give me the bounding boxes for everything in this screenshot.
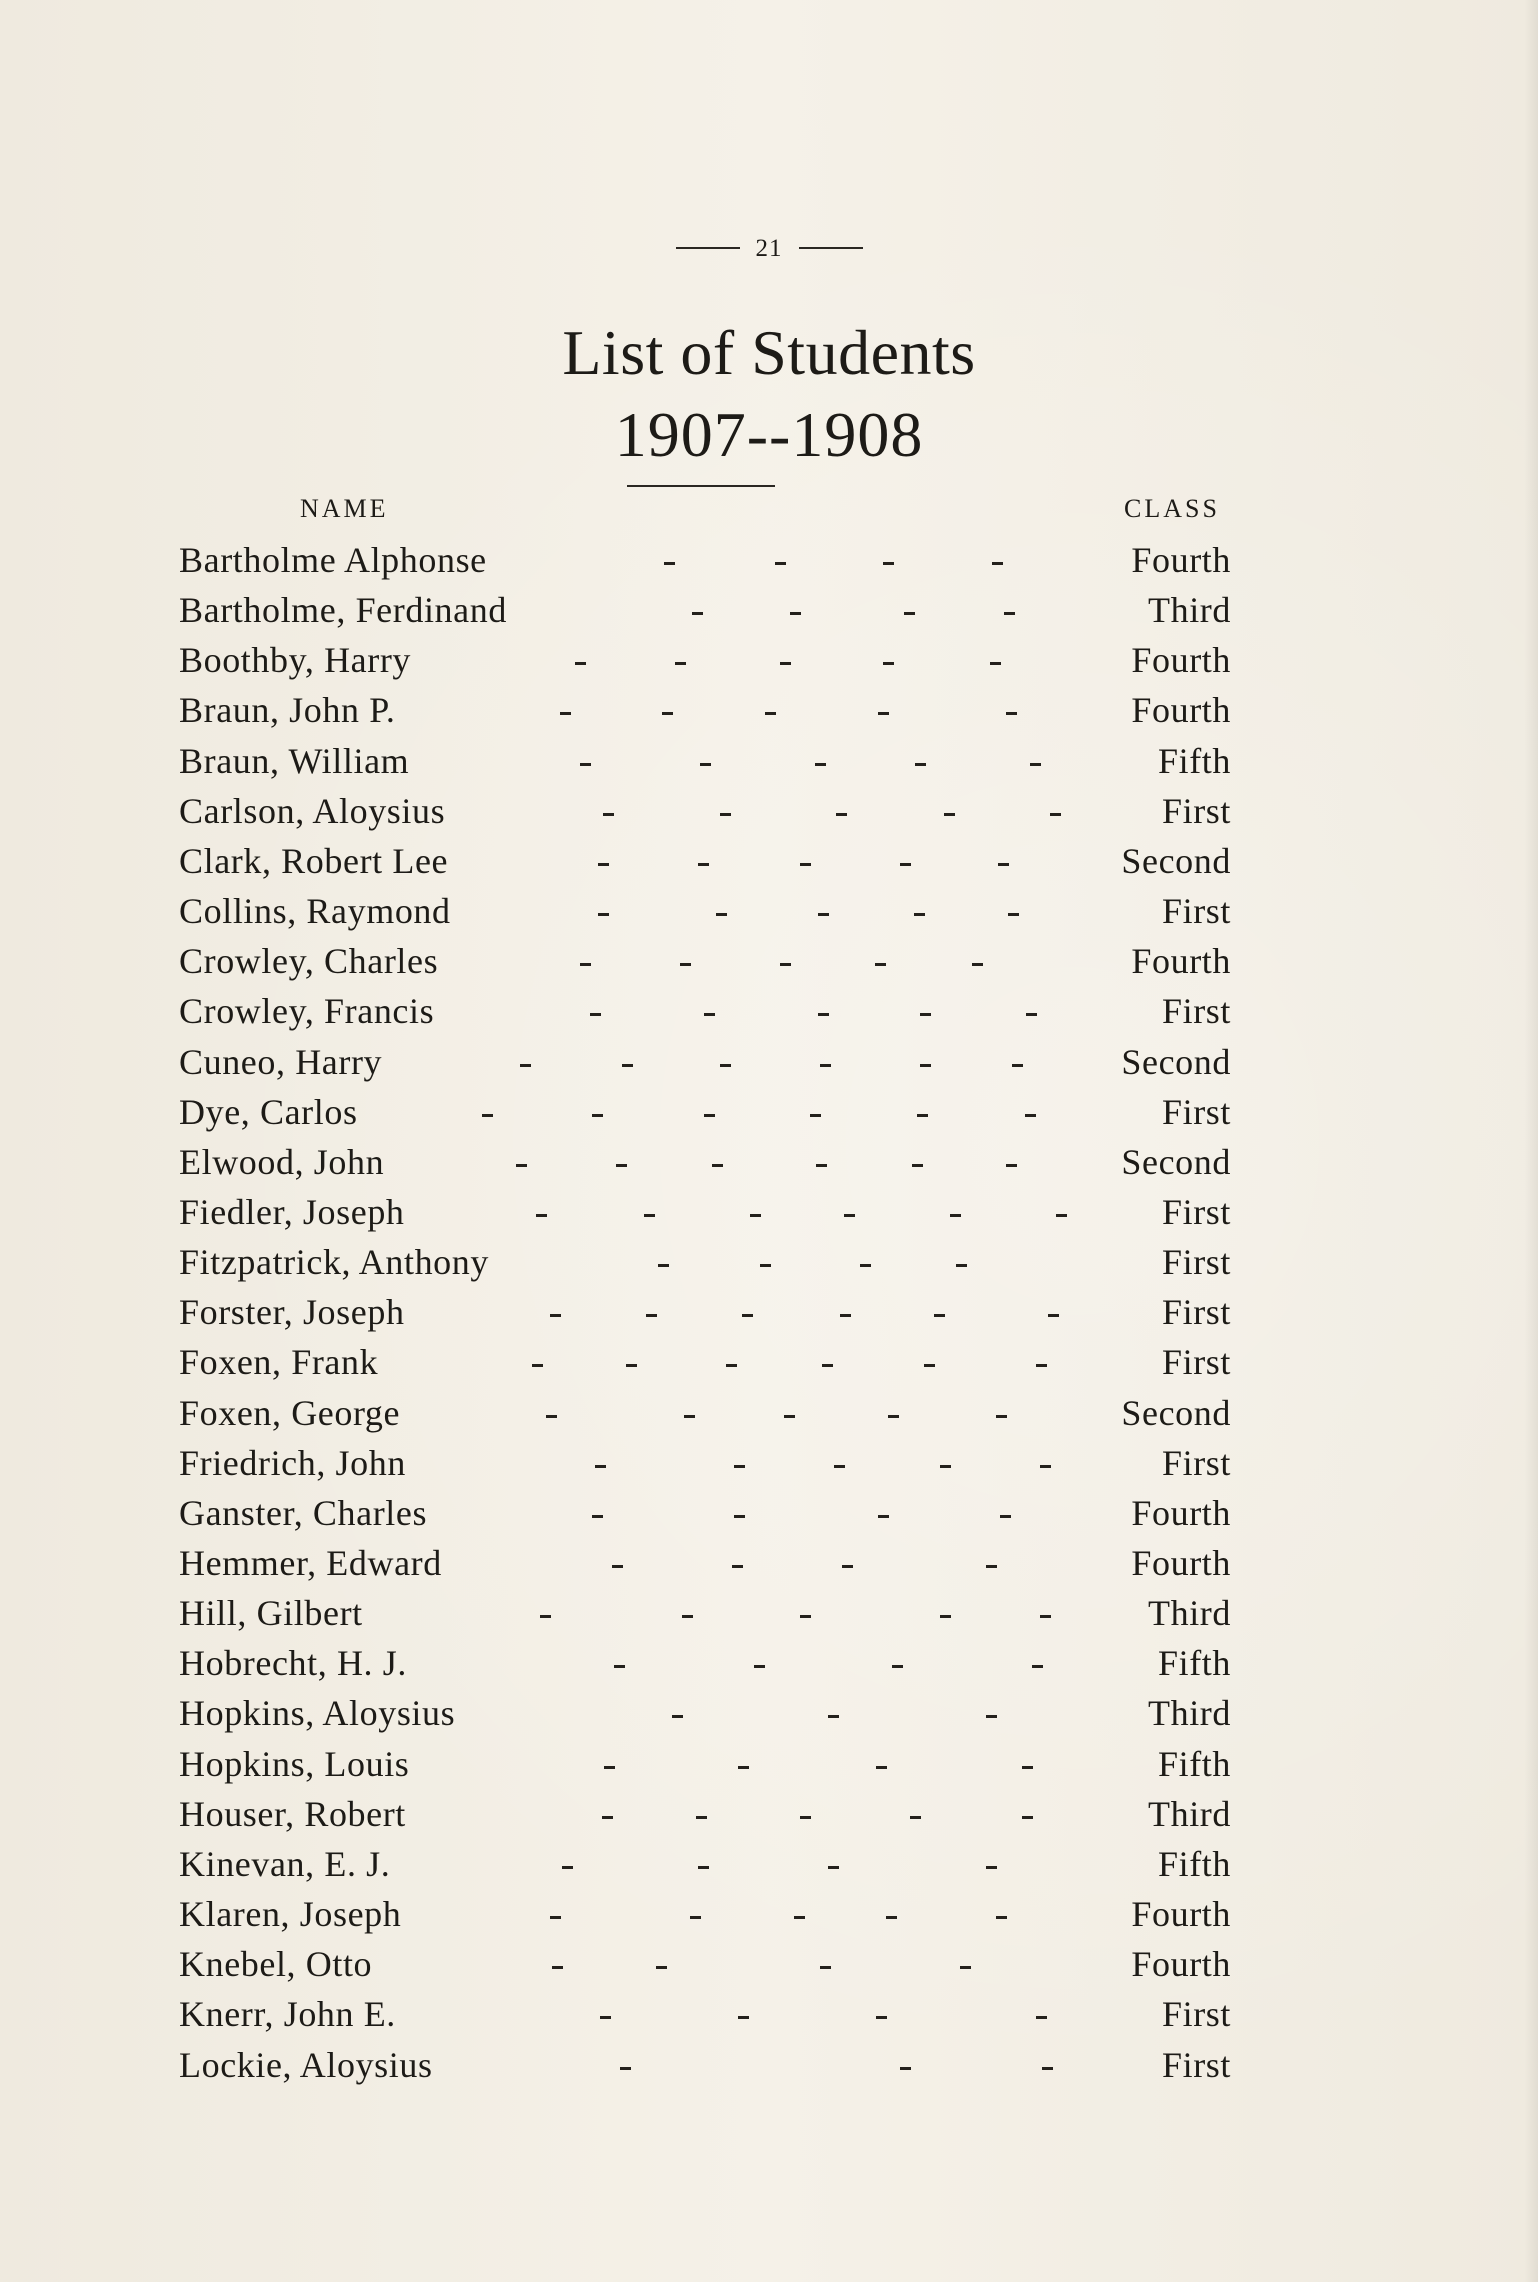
list-item xyxy=(0,939,1538,989)
dash-leader xyxy=(602,1816,613,1819)
dash-leader xyxy=(592,1515,603,1518)
dash-leader xyxy=(900,2067,911,2070)
dash-leader xyxy=(550,1314,561,1317)
dash-leader xyxy=(734,1465,745,1468)
student-class: First xyxy=(1161,1292,1231,1333)
dash-leader xyxy=(775,562,786,565)
list-item xyxy=(0,638,1538,688)
dash-leader xyxy=(552,1966,563,1969)
dash-leader xyxy=(590,1013,601,1016)
academic-year: 1907--1908 xyxy=(614,399,924,470)
student-name: Kinevan, E. J. xyxy=(179,1843,391,1884)
dash-leader xyxy=(720,813,731,816)
student-class: First xyxy=(1161,2044,1231,2085)
dash-leader xyxy=(1025,1114,1036,1117)
list-item xyxy=(0,989,1538,1039)
list-item xyxy=(0,688,1538,738)
dash-leader xyxy=(1022,1816,1033,1819)
student-class: Fifth xyxy=(1157,740,1231,781)
dash-leader xyxy=(1040,1465,1051,1468)
dash-leader xyxy=(820,1966,831,1969)
dash-leader xyxy=(550,1916,561,1919)
student-class: Fifth xyxy=(1157,1843,1231,1884)
student-class: Second xyxy=(1121,840,1231,881)
dash-leader xyxy=(820,1064,831,1067)
dash-leader xyxy=(1026,1013,1037,1016)
dash-leader xyxy=(878,1515,889,1518)
student-class: First xyxy=(1161,1242,1231,1283)
dash-leader xyxy=(600,2016,611,2019)
dash-leader xyxy=(592,1114,603,1117)
dash-leader xyxy=(1004,612,1015,615)
student-name: Collins, Raymond xyxy=(179,891,451,932)
dash-leader xyxy=(800,1615,811,1618)
student-list xyxy=(0,538,1538,2098)
dash-leader xyxy=(883,662,894,665)
list-title: List of Students xyxy=(562,317,976,388)
dash-leader xyxy=(562,1866,573,1869)
list-item xyxy=(0,1541,1538,1591)
dash-leader xyxy=(662,712,673,715)
dash-leader xyxy=(646,1314,657,1317)
page-number-right-rule xyxy=(799,247,863,249)
list-item xyxy=(0,1090,1538,1140)
dash-leader xyxy=(828,1866,839,1869)
dash-leader xyxy=(580,763,591,766)
student-name: Friedrich, John xyxy=(179,1442,406,1483)
student-name: Foxen, George xyxy=(179,1392,401,1433)
dash-leader xyxy=(950,1214,961,1217)
student-name: Forster, Joseph xyxy=(179,1292,405,1333)
dash-leader xyxy=(742,1314,753,1317)
student-class: Fourth xyxy=(1131,540,1231,580)
dash-leader xyxy=(822,1364,833,1367)
page-number-line xyxy=(0,228,1538,268)
dash-leader xyxy=(720,1064,731,1067)
dash-leader xyxy=(644,1214,655,1217)
list-item xyxy=(0,889,1538,939)
dash-leader xyxy=(815,763,826,766)
dash-leader xyxy=(1006,1164,1017,1167)
name-column-header: NAME xyxy=(300,494,389,523)
dash-leader xyxy=(794,1916,805,1919)
dash-leader xyxy=(818,1013,829,1016)
dash-leader xyxy=(940,1465,951,1468)
title-rule xyxy=(627,485,775,487)
student-name: Bartholme Alphonse xyxy=(179,540,487,580)
dash-leader xyxy=(892,1665,903,1668)
student-name: Clark, Robert Lee xyxy=(179,840,449,881)
list-item xyxy=(0,1140,1538,1190)
dash-leader xyxy=(675,662,686,665)
student-class: First xyxy=(1161,790,1231,831)
list-item xyxy=(0,1190,1538,1240)
student-class: Third xyxy=(1148,1693,1231,1734)
student-name: Knerr, John E. xyxy=(179,1994,396,2035)
dash-leader xyxy=(780,963,791,966)
dash-leader xyxy=(622,1064,633,1067)
dash-leader xyxy=(810,1114,821,1117)
dash-leader xyxy=(682,1615,693,1618)
list-item xyxy=(0,1591,1538,1641)
dash-leader xyxy=(760,1264,771,1267)
list-item xyxy=(0,2043,1538,2093)
student-class: Fourth xyxy=(1131,1894,1231,1935)
dash-leader xyxy=(1056,1214,1067,1217)
dash-leader xyxy=(580,963,591,966)
dash-leader xyxy=(834,1465,845,1468)
student-class: Third xyxy=(1148,590,1231,631)
student-class: Fourth xyxy=(1131,1543,1231,1583)
dash-leader xyxy=(620,2067,631,2070)
dash-leader xyxy=(886,1916,897,1919)
list-item xyxy=(0,1491,1538,1541)
dash-leader xyxy=(612,1565,623,1568)
dash-leader xyxy=(734,1515,745,1518)
list-item xyxy=(0,789,1538,839)
dash-leader xyxy=(876,2016,887,2019)
student-name: Hobrecht, H. J. xyxy=(179,1643,407,1684)
dash-leader xyxy=(960,1966,971,1969)
list-item xyxy=(0,538,1538,588)
dash-leader xyxy=(750,1214,761,1217)
dash-leader xyxy=(704,1013,715,1016)
dash-leader xyxy=(732,1565,743,1568)
dash-leader xyxy=(520,1064,531,1067)
list-item xyxy=(0,1441,1538,1491)
dash-leader xyxy=(904,612,915,615)
dash-leader xyxy=(934,1314,945,1317)
list-item xyxy=(0,1391,1538,1441)
dash-leader xyxy=(920,1013,931,1016)
dash-leader xyxy=(546,1415,557,1418)
dash-leader xyxy=(784,1415,795,1418)
dash-leader xyxy=(842,1565,853,1568)
dash-leader xyxy=(990,662,1001,665)
dash-leader xyxy=(603,813,614,816)
dash-leader xyxy=(698,863,709,866)
list-item xyxy=(0,1691,1538,1741)
dash-leader xyxy=(684,1415,695,1418)
dash-leader xyxy=(482,1114,493,1117)
student-name: Crowley, Francis xyxy=(179,991,435,1032)
dash-leader xyxy=(1048,1314,1059,1317)
dash-leader xyxy=(700,763,711,766)
dash-leader xyxy=(818,913,829,916)
dash-leader xyxy=(626,1364,637,1367)
student-name: Boothby, Harry xyxy=(179,640,412,681)
list-item xyxy=(0,1742,1538,1792)
student-name: Hopkins, Aloysius xyxy=(179,1693,456,1734)
dash-leader xyxy=(664,562,675,565)
student-name: Ganster, Charles xyxy=(179,1492,428,1533)
dash-leader xyxy=(996,1916,1007,1919)
dash-leader xyxy=(1036,1364,1047,1367)
list-item xyxy=(0,1992,1538,2042)
dash-leader xyxy=(996,1415,1007,1418)
dash-leader xyxy=(738,1766,749,1769)
student-name: Hemmer, Edward xyxy=(179,1543,442,1583)
dash-leader xyxy=(604,1766,615,1769)
student-class: First xyxy=(1161,991,1231,1032)
dash-leader xyxy=(598,913,609,916)
student-name: Fitzpatrick, Anthony xyxy=(179,1242,489,1283)
dash-leader xyxy=(614,1665,625,1668)
dash-leader xyxy=(986,1565,997,1568)
dash-leader xyxy=(1022,1766,1033,1769)
list-item xyxy=(0,1892,1538,1942)
dash-leader xyxy=(692,612,703,615)
dash-leader xyxy=(516,1164,527,1167)
dash-leader xyxy=(956,1264,967,1267)
dash-leader xyxy=(780,662,791,665)
dash-leader xyxy=(800,863,811,866)
dash-leader xyxy=(878,712,889,715)
list-item xyxy=(0,1290,1538,1340)
student-name: Fiedler, Joseph xyxy=(179,1191,405,1232)
list-item xyxy=(0,1240,1538,1290)
dash-leader xyxy=(754,1665,765,1668)
dash-leader xyxy=(816,1164,827,1167)
dash-leader xyxy=(876,1766,887,1769)
student-class: Fourth xyxy=(1131,941,1231,982)
student-class: First xyxy=(1161,1994,1231,2035)
dash-leader xyxy=(836,813,847,816)
student-class: Fifth xyxy=(1157,1643,1231,1684)
dash-leader xyxy=(924,1364,935,1367)
dash-leader xyxy=(716,913,727,916)
student-class: Fourth xyxy=(1131,690,1231,731)
student-class: Fourth xyxy=(1131,1492,1231,1533)
student-name: Dye, Carlos xyxy=(179,1091,358,1132)
student-name: Bartholme, Ferdinand xyxy=(179,590,507,631)
dash-leader xyxy=(800,1816,811,1819)
student-class: Second xyxy=(1121,1141,1231,1182)
page-number: 21 xyxy=(755,234,783,262)
dash-leader xyxy=(920,1064,931,1067)
dash-leader xyxy=(738,2016,749,2019)
student-name: Elwood, John xyxy=(179,1141,385,1182)
dash-leader xyxy=(658,1264,669,1267)
dash-leader xyxy=(888,1415,899,1418)
dash-leader xyxy=(840,1314,851,1317)
page-number-left-rule xyxy=(676,247,740,249)
dash-leader xyxy=(1036,2016,1047,2019)
dash-leader xyxy=(992,562,1003,565)
list-item xyxy=(0,1792,1538,1842)
student-name: Houser, Robert xyxy=(179,1793,406,1834)
dash-leader xyxy=(690,1916,701,1919)
dash-leader xyxy=(998,863,1009,866)
dash-leader xyxy=(595,1465,606,1468)
student-class: First xyxy=(1161,1442,1231,1483)
dash-leader xyxy=(598,863,609,866)
dash-leader xyxy=(616,1164,627,1167)
dash-leader xyxy=(560,712,571,715)
dash-leader xyxy=(828,1715,839,1718)
student-class: First xyxy=(1161,1342,1231,1383)
student-class: Fourth xyxy=(1131,1944,1231,1985)
dash-leader xyxy=(860,1264,871,1267)
dash-leader xyxy=(883,562,894,565)
dash-leader xyxy=(1032,1665,1043,1668)
student-name: Hopkins, Louis xyxy=(179,1743,410,1784)
student-class: Fourth xyxy=(1131,640,1231,681)
dash-leader xyxy=(1006,712,1017,715)
dash-leader xyxy=(656,1966,667,1969)
dash-leader xyxy=(900,863,911,866)
dash-leader xyxy=(672,1715,683,1718)
student-name: Braun, William xyxy=(179,740,410,781)
dash-leader xyxy=(1042,2067,1053,2070)
student-name: Cuneo, Harry xyxy=(179,1041,383,1082)
list-item xyxy=(0,839,1538,889)
list-item xyxy=(0,1641,1538,1691)
dash-leader xyxy=(972,963,983,966)
dash-leader xyxy=(940,1615,951,1618)
student-name: Klaren, Joseph xyxy=(179,1894,402,1935)
dash-leader xyxy=(944,813,955,816)
dash-leader xyxy=(696,1816,707,1819)
student-name: Crowley, Charles xyxy=(179,941,439,982)
dash-leader xyxy=(536,1214,547,1217)
student-class: Third xyxy=(1148,1793,1231,1834)
student-class: First xyxy=(1161,1091,1231,1132)
dash-leader xyxy=(986,1866,997,1869)
dash-leader xyxy=(1012,1064,1023,1067)
student-class: Second xyxy=(1121,1392,1231,1433)
dash-leader xyxy=(704,1114,715,1117)
student-class: First xyxy=(1161,891,1231,932)
list-item xyxy=(0,1040,1538,1090)
dash-leader xyxy=(915,763,926,766)
dash-leader xyxy=(712,1164,723,1167)
dash-leader xyxy=(1008,913,1019,916)
dash-leader xyxy=(875,963,886,966)
dash-leader xyxy=(917,1114,928,1117)
list-item xyxy=(0,739,1538,789)
dash-leader xyxy=(532,1364,543,1367)
dash-leader xyxy=(1050,813,1061,816)
student-name: Foxen, Frank xyxy=(179,1342,379,1383)
student-name: Hill, Gilbert xyxy=(179,1593,363,1634)
dash-leader xyxy=(575,662,586,665)
student-name: Braun, John P. xyxy=(179,690,396,731)
student-class: Second xyxy=(1121,1041,1231,1082)
dash-leader xyxy=(726,1364,737,1367)
dash-leader xyxy=(1040,1615,1051,1618)
student-name: Carlson, Aloysius xyxy=(179,790,446,831)
list-item xyxy=(0,1340,1538,1390)
class-column-header: CLASS xyxy=(1124,494,1220,523)
dash-leader xyxy=(1030,763,1041,766)
dash-leader xyxy=(912,1164,923,1167)
dash-leader xyxy=(1000,1515,1011,1518)
dash-leader xyxy=(914,913,925,916)
dash-leader xyxy=(844,1214,855,1217)
student-class: Third xyxy=(1148,1593,1231,1634)
dash-leader xyxy=(986,1715,997,1718)
student-name: Knebel, Otto xyxy=(179,1944,373,1985)
list-item xyxy=(0,588,1538,638)
student-name: Lockie, Aloysius xyxy=(179,2044,433,2085)
list-item xyxy=(0,1942,1538,1992)
dash-leader xyxy=(765,712,776,715)
dash-leader xyxy=(698,1866,709,1869)
dash-leader xyxy=(910,1816,921,1819)
dash-leader xyxy=(680,963,691,966)
student-class: First xyxy=(1161,1191,1231,1232)
list-item xyxy=(0,1842,1538,1892)
dash-leader xyxy=(540,1615,551,1618)
student-class: Fifth xyxy=(1157,1743,1231,1784)
dash-leader xyxy=(790,612,801,615)
